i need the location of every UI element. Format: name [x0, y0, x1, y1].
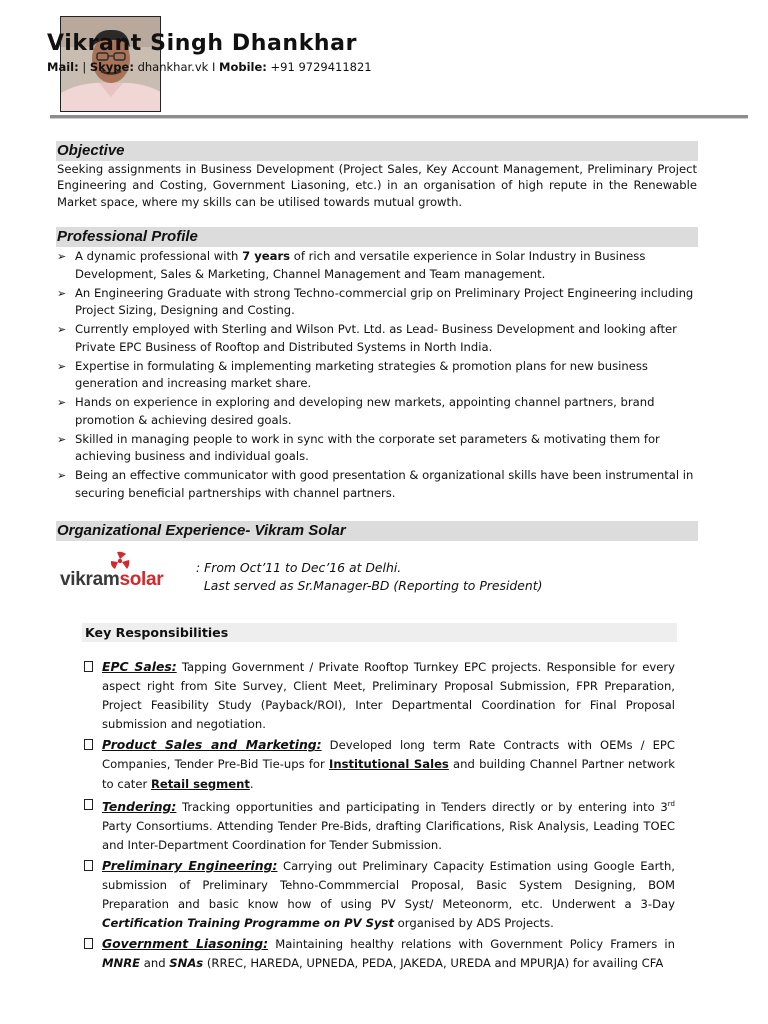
profile-item-text: Expertise in formulating & implementing marketing strategies & promotion plans for new business generation and increasing market share.: [75, 358, 648, 391]
profile-item-text: Currently employed with Sterling and Wilson Pvt. Ltd. as Lead- Business Development and looking after Private EPC Business of Rooftop and Distributed Systems in North India.: [75, 322, 677, 354]
responsibility-title: Tendering:: [102, 798, 177, 814]
responsibility-text: organised by ADS Projects.: [394, 916, 554, 931]
responsibility-highlight: MNRE: [102, 956, 141, 971]
mail-label: Mail:: [47, 60, 79, 74]
objective-text: Seeking assignments in Business Development (Project Sales, Key Account Management, Preliminary Project Engineering and Costing, Government Liasoning, etc.) in an organisation of high repute in the Renewable Market space, where my skills can be utilised towards mutual growth.: [57, 162, 697, 209]
responsibility-title: Product Sales and Marketing:: [102, 737, 322, 753]
ordinal-suffix: rd: [667, 799, 675, 808]
experience-period: : From Oct’11 to Dec’16 at Delhi.: [196, 560, 402, 575]
list-item: [84, 735, 675, 793]
responsibility-text: Maintaining healthy relations with Government Policy Framers in: [268, 937, 675, 952]
box-bullet-icon: [84, 739, 93, 750]
arrow-bullet-icon: ➢: [57, 286, 67, 300]
experience-heading: Organizational Experience- Vikram Solar: [56, 521, 698, 541]
list-item: [57, 394, 697, 429]
list-item: [57, 467, 697, 502]
contact-separator: |: [82, 60, 90, 74]
responsibility-text: Party Consortiums. Attending Tender Pre-Bids, drafting Clarifications, Risk Analysis, Leading TOEC and Inter-Department Coordination for Tender Submission.: [102, 818, 675, 852]
svg-text:vikramsolar: vikramsolar: [60, 569, 164, 589]
skype-value: dhankhar.vk I: [133, 60, 220, 74]
responsibility-title: Preliminary Engineering:: [102, 857, 278, 873]
profile-item-text: of rich and versatile experience in Solar Industry in Business Development, Sales & Marketing, Channel Management and Team management.: [75, 249, 646, 281]
arrow-bullet-icon: ➢: [57, 469, 67, 483]
arrow-bullet-icon: ➢: [57, 396, 67, 410]
key-responsibilities-heading: Key Responsibilities: [82, 623, 677, 642]
responsibility-highlight: Retail segment: [150, 776, 250, 791]
list-item: [84, 657, 675, 734]
box-bullet-icon: [84, 661, 93, 672]
list-item: [57, 431, 697, 466]
mobile-label: Mobile:: [219, 60, 267, 74]
mobile-value: +91 9729411821: [266, 60, 372, 74]
arrow-bullet-icon: ➢: [57, 359, 67, 373]
candidate-name: Vikrant Singh Dhankhar: [47, 31, 358, 56]
profile-item-text: Hands on experience in exploring and developing new markets, appointing channel partners, brand promotion & achieving desired goals.: [75, 395, 655, 427]
responsibility-text: (RREC, HAREDA, UPNEDA, PEDA, JAKEDA, UREDA and MPURJA) for availing CFA: [203, 956, 664, 971]
objective-heading: Objective: [56, 141, 698, 161]
list-item: [57, 248, 697, 283]
list-item: [57, 285, 697, 320]
responsibility-highlight: SNAs: [169, 956, 204, 971]
profile-heading: Professional Profile: [56, 227, 698, 247]
experience-role: Last served as Sr.Manager-BD (Reporting to President): [196, 578, 543, 594]
arrow-bullet-icon: ➢: [57, 323, 67, 337]
profile-item-text: Being an effective communicator with good presentation & organizational skills have been instrumental in securing beneficial partnerships with channel partners.: [75, 468, 694, 501]
list-item: [84, 934, 675, 973]
responsibility-text: Tapping Government / Private Rooftop Turnkey EPC projects. Responsible for every aspect right from Site Survey, Client Meet, Preliminary Proposal Submission, FPR Preparation, Project Feasibility Study (Payback/ROI), Inter Departmental Coordination for Final Proposal submission and negotiation.: [102, 660, 676, 732]
skype-label: Skype:: [89, 60, 134, 74]
responsibility-text: .: [249, 776, 254, 791]
responsibility-title: EPC Sales:: [102, 659, 177, 674]
box-bullet-icon: [84, 938, 93, 949]
list-item: [84, 795, 675, 855]
profile-list: [57, 248, 697, 504]
profile-item-text: An Engineering Graduate with strong Techno-commercial grip on Preliminary Project Engineering including Project Sizing, Designing and Costing.: [75, 285, 694, 318]
responsibility-title: Government Liasoning:: [102, 936, 269, 952]
contact-line: [47, 60, 372, 74]
profile-item-text: A dynamic professional with: [75, 249, 243, 263]
box-bullet-icon: [84, 799, 93, 810]
responsibility-highlight: Certification Training Programme on PV Syst: [102, 916, 394, 931]
profile-item-highlight: 7 years: [242, 249, 291, 263]
responsibility-text: and: [140, 956, 170, 971]
arrow-bullet-icon: ➢: [57, 432, 67, 446]
box-bullet-icon: [84, 860, 93, 871]
profile-item-text: Skilled in managing people to work in sync with the corporate set parameters & motivating them for achieving business and individual goals.: [75, 431, 660, 464]
header-divider-shadow: [50, 118, 748, 119]
arrow-bullet-icon: ➢: [57, 250, 67, 263]
responsibility-text: Developed long term Rate Contracts with OEMs / EPC Companies, Tender Pre-Bid Tie-ups for: [102, 738, 675, 772]
responsibility-highlight: Institutional Sales: [329, 757, 449, 772]
experience-details: [196, 559, 542, 596]
responsibilities-list: [84, 657, 675, 974]
list-item: [84, 856, 675, 933]
responsibility-text: Carrying out Preliminary Capacity Estimation using Google Earth, submission of Preliminary Tehno-Commmercial Proposal, Basic System Designing, BOM Preparation and basic know how of using PV Syst/ Meteonorm, etc. Underwent a 3-Day: [102, 858, 675, 911]
vikram-solar-logo: [59, 551, 181, 589]
list-item: [57, 321, 697, 356]
list-item: [57, 358, 697, 393]
responsibility-text: Tracking opportunities and participating in Tenders directly or by entering into 3: [176, 799, 668, 814]
responsibility-text: and building Channel Partner network to cater: [102, 757, 675, 791]
